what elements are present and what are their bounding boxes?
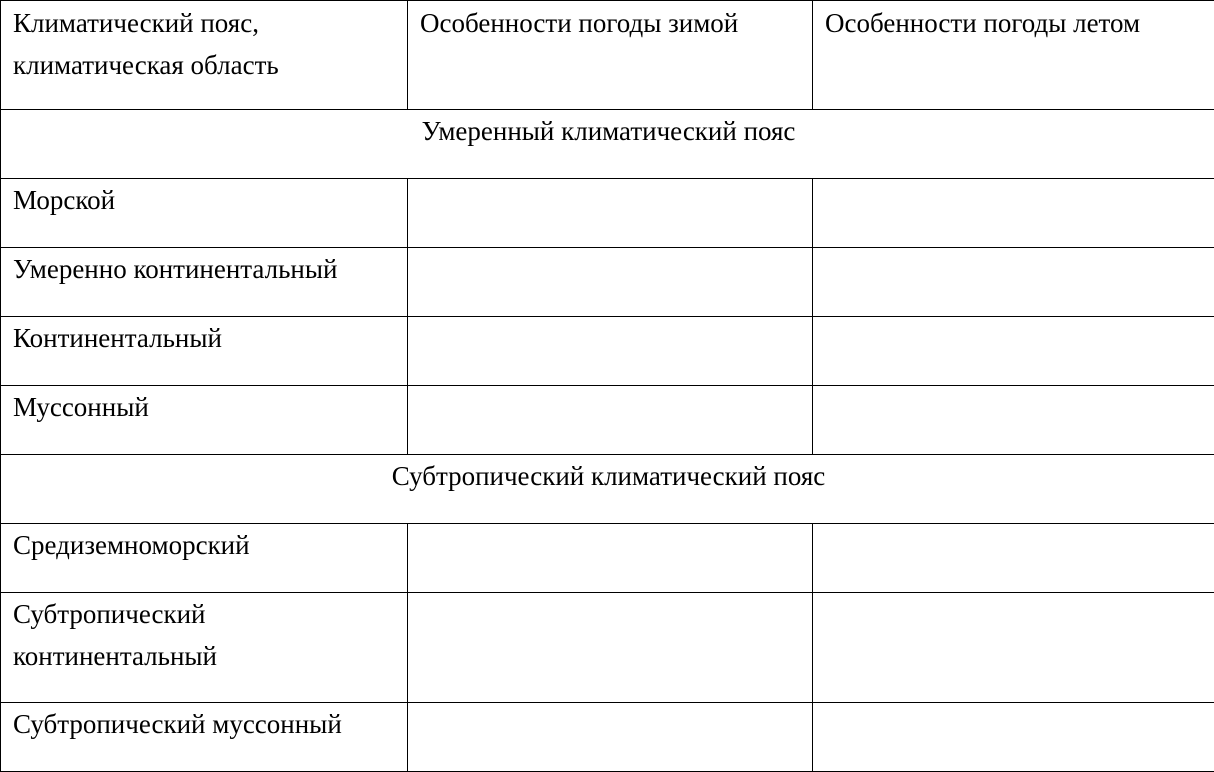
table-row [1, 524, 1214, 593]
region-name: Континентальный [1, 317, 407, 359]
winter-cell[interactable] [408, 524, 813, 593]
summer-cell[interactable] [813, 524, 1214, 593]
region-name: Муссонный [1, 386, 407, 428]
header-cell-region [1, 1, 408, 110]
region-name: Морской [1, 179, 407, 221]
region-name: Субтропический муссонный [1, 703, 407, 745]
region-cell [1, 593, 408, 703]
winter-cell[interactable] [408, 593, 813, 703]
region-cell [1, 317, 408, 386]
region-cell [1, 386, 408, 455]
summer-cell[interactable] [813, 703, 1214, 772]
region-cell [1, 179, 408, 248]
summer-cell[interactable] [813, 593, 1214, 703]
region-name: Субтропический континентальный [1, 593, 253, 677]
section-title-temperate: Умеренный климатический пояс [1, 110, 1214, 152]
header-summer-text: Особенности погоды летом [813, 1, 1214, 44]
header-cell-summer [813, 1, 1214, 110]
header-winter-text: Особенности погоды зимой [408, 1, 812, 44]
region-cell [1, 703, 408, 772]
region-name: Средиземноморский [1, 524, 407, 566]
summer-cell[interactable] [813, 179, 1214, 248]
summer-cell[interactable] [813, 317, 1214, 386]
header-cell-winter [408, 1, 813, 110]
section-row-subtropical [1, 455, 1214, 524]
winter-cell[interactable] [408, 386, 813, 455]
section-row-temperate [1, 110, 1214, 179]
section-cell-subtropical [1, 455, 1214, 524]
section-title-subtropical: Субтропический климатический пояс [1, 455, 1214, 497]
winter-cell[interactable] [408, 179, 813, 248]
table-header-row [1, 1, 1214, 110]
winter-cell[interactable] [408, 317, 813, 386]
winter-cell[interactable] [408, 248, 813, 317]
table-row [1, 179, 1214, 248]
region-cell [1, 248, 408, 317]
region-name: Умеренно континентальный [1, 248, 407, 290]
table-row [1, 703, 1214, 772]
table-row [1, 593, 1214, 703]
table-row [1, 248, 1214, 317]
winter-cell[interactable] [408, 703, 813, 772]
table-row [1, 386, 1214, 455]
summer-cell[interactable] [813, 386, 1214, 455]
region-cell [1, 524, 408, 593]
section-cell-temperate [1, 110, 1214, 179]
summer-cell[interactable] [813, 248, 1214, 317]
header-region-text: Климатический пояс, климатическая область [1, 1, 407, 86]
table-row [1, 317, 1214, 386]
